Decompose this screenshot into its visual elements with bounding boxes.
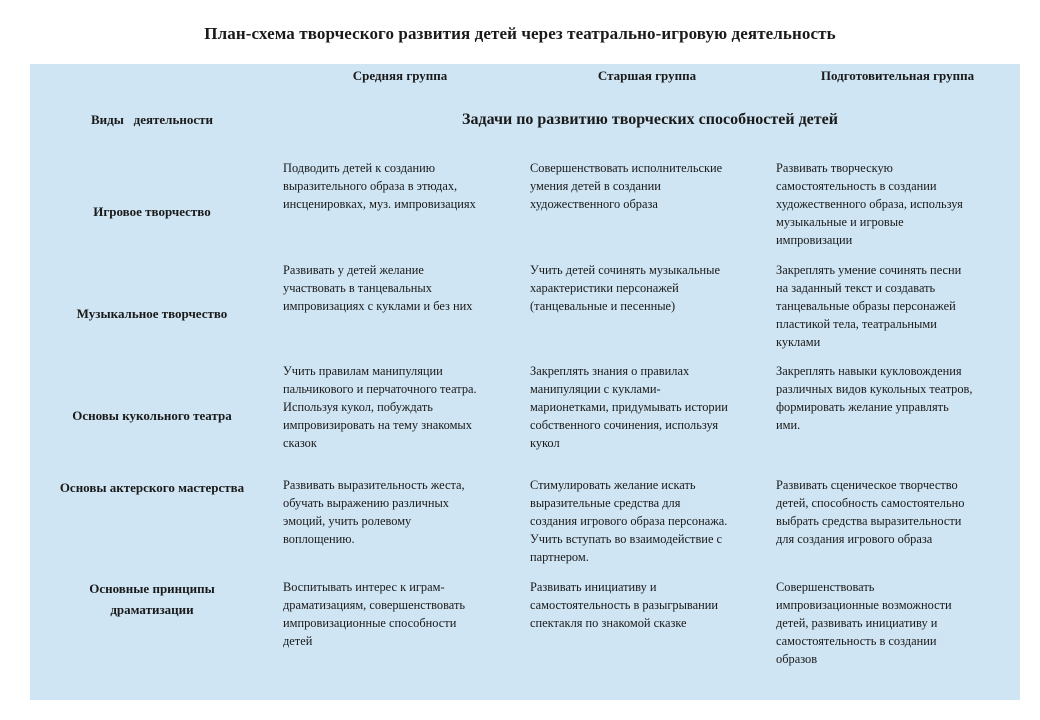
- cell-senior-music: Учить детей сочинять музыкальные характеристики персонажей (танцевальные и песенные): [530, 263, 720, 313]
- column-header-senior-group: Старшая группа: [597, 68, 697, 83]
- cell-preparatory-music: Закреплять умение сочинять песни на заданный текст и создавать танцевальные образы персонажей пластикой тела, театральными куклами: [776, 263, 962, 349]
- column-header-preparatory-group: Подготовительная группа: [820, 68, 975, 83]
- cell-senior-game: Совершенствовать исполнительские умения детей в создании художественного образа: [530, 161, 723, 211]
- cell-preparatory-dramatization: Совершенствовать импровизационные возможности детей, развивать инициативу и самостоятельность в создании образов: [776, 580, 952, 666]
- cell-middle-acting: Развивать выразительность жеста, обучать выражению различных эмоций, учить ролевому воплощению.: [283, 478, 465, 546]
- column-header-middle-group: Средняя группа: [352, 68, 448, 83]
- row-label-game-creativity: Игровое творчество: [93, 204, 211, 219]
- cell-senior-puppet: Закреплять знания о правилах манипуляции с куклами- марионетками, придумывать истории собственного сочинения, используя кукол: [530, 364, 728, 450]
- activity-kinds-header: Виды деятельности: [91, 112, 213, 127]
- cell-preparatory-game: Развивать творческую самостоятельность в создании художественного образа, используя музыкальные и игровые импровизации: [776, 161, 963, 247]
- row-label-dramatization-principles: Основные принципы драматизации: [89, 581, 215, 617]
- cell-middle-game: Подводить детей к созданию выразительного образа в этюдах, инсценировках, муз. импровизациях: [283, 161, 476, 211]
- cell-senior-acting: Стимулировать желание искать выразительные средства для создания игрового образа персонажа. Учить вступать во взаимодействие с партнером.: [530, 478, 728, 564]
- cell-preparatory-puppet: Закреплять навыки кукловождения различных видов кукольных театров, формировать желание управлять ими.: [776, 364, 973, 432]
- cell-middle-puppet: Учить правилам манипуляции пальчикового и перчаточного театра. Используя кукол, побуждать импровизировать на тему знакомых сказок: [283, 364, 477, 450]
- cell-preparatory-acting: Развивать сценическое творчество детей, способность самостоятельно выбрать средства выразительности для создания игрового образа: [776, 478, 965, 546]
- tasks-heading: Задачи по развитию творческих способностей детей: [462, 111, 838, 128]
- row-label-puppet-theatre: Основы кукольного театра: [72, 408, 232, 423]
- row-label-musical-creativity: Музыкальное творчество: [76, 306, 228, 321]
- row-label-acting-skills: Основы актерского мастерства: [59, 480, 245, 495]
- cell-middle-music: Развивать у детей желание участвовать в танцевальных импровизациях с куклами и без них: [283, 263, 473, 313]
- plan-table: [30, 64, 1020, 700]
- cell-senior-dramatization: Развивать инициативу и самостоятельность в разыгрывании спектакля по знакомой сказке: [530, 580, 718, 630]
- page-title: План-схема творческого развития детей через театрально-игровую деятельность: [204, 24, 836, 43]
- cell-middle-dramatization: Воспитывать интерес к играм- драматизациям, совершенствовать импровизационные способности детей: [283, 580, 466, 648]
